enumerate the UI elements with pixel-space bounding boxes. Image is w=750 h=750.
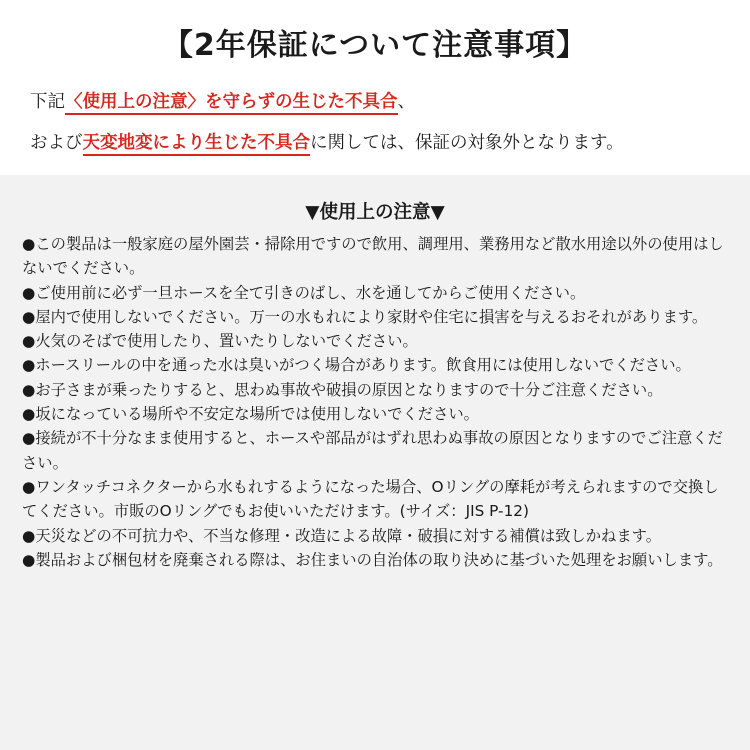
notice-list bbox=[22, 232, 732, 572]
notice-item: ●製品および梱包材を廃棄される際は、お住まいの自治体の取り決めに基づいた処理をお願いします。 bbox=[22, 550, 723, 569]
notice-item: ●天災などの不可抗力や、不当な修理・改造による故障・破損に対する補償は致しかねます。 bbox=[22, 526, 661, 545]
notice-item: ●接続が不十分なまま使用すると、ホースや部品がはずれ思わぬ事故の原因となりますのでご注意ください。 bbox=[22, 429, 723, 472]
notice-item: ●ワンタッチコネクターから水もれするようになった場合、Oリングの摩耗が考えられますので交換してください。市販のOリングでもお使いいただけます。(サイズ：JIS P-12) bbox=[22, 477, 719, 521]
intro-line-1 bbox=[30, 88, 730, 116]
notice-item: ●火気のそばで使用したり、置いたりしないでください。 bbox=[22, 332, 418, 351]
notice-title: ▼使用上の注意▼ bbox=[305, 202, 445, 223]
intro-line-2-suffix: に関しては、保証の対象外となります。 bbox=[310, 133, 624, 153]
notice-item: ●ご使用前に必ず一旦ホースを全て引きのばし、水を通してからご使用ください。 bbox=[22, 283, 586, 302]
notice-item: ●ホースリールの中を通った水は臭いがつく場合があります。飲食用には使用しないでください。 bbox=[22, 356, 691, 375]
intro-line-1-suffix: 、 bbox=[397, 92, 415, 112]
intro-line-2-emphasis: 天変地変により生じた不具合 bbox=[83, 133, 311, 156]
intro-line-1-emphasis: 〈使用上の注意〉を守らずの生じた不具合 bbox=[65, 92, 398, 115]
notice-item: ●屋内で使用しないでください。万一の水もれにより家財や住宅に損害を与えるおそれがあります。 bbox=[22, 307, 708, 326]
usage-notice-section bbox=[0, 175, 750, 750]
notice-item: ●お子さまが乗ったりすると、思わぬ事故や破損の原因となりますので十分ご注意ください。 bbox=[22, 380, 663, 399]
notice-item: ●坂になっている場所や不安定な場所では使用しないでください。 bbox=[22, 405, 479, 424]
header-section bbox=[0, 0, 750, 175]
intro-line-1-prefix: 下記 bbox=[30, 92, 65, 112]
intro-line-2-prefix: および bbox=[30, 133, 83, 153]
page-title: 【2年保証について注意事項】 bbox=[162, 28, 588, 63]
notice-item: ●この製品は一般家庭の屋外園芸・掃除用ですので飲用、調理用、業務用など散水用途以外の使用はしないでください。 bbox=[22, 235, 724, 278]
intro-line-2 bbox=[30, 129, 730, 157]
